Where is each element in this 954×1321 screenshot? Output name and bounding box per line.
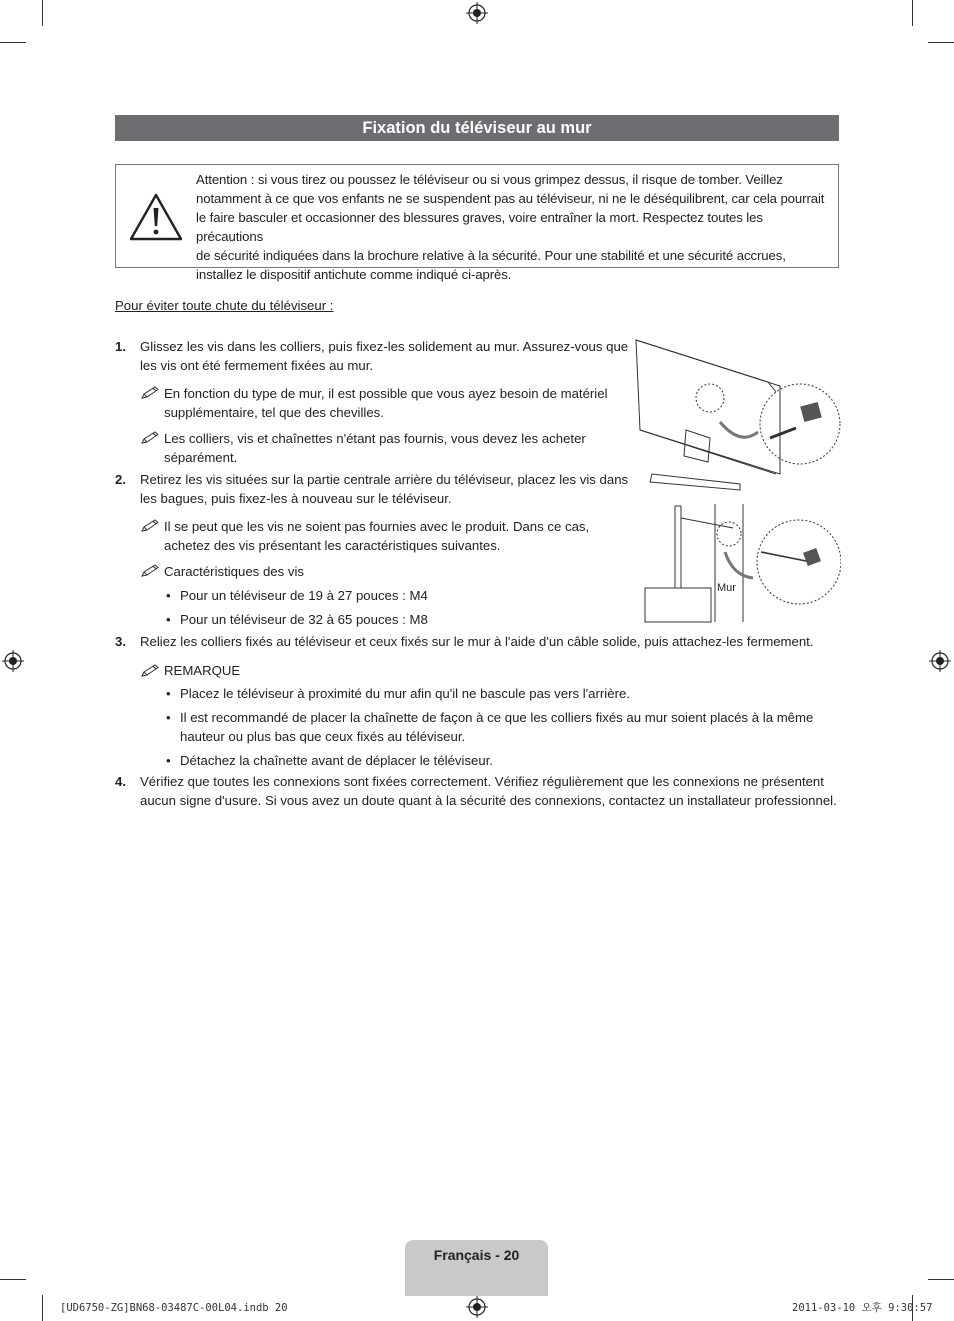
page-number: Français - 20 — [433, 1247, 520, 1263]
bullet: • — [166, 686, 171, 701]
crop-mark — [42, 1295, 43, 1321]
note-text: En fonction du type de mur, il est possible que vous ayez besoin de matériel — [164, 386, 608, 401]
print-date: 2011-03-10 오후 9:30:57 — [792, 1302, 933, 1314]
crop-mark — [0, 1279, 26, 1280]
note-text: supplémentaire, tel que des chevilles. — [164, 405, 384, 420]
list-item: Pour un téléviseur de 19 à 27 pouces : M4 — [180, 588, 428, 603]
note-text: achetez des vis présentant les caractéristiques suivantes. — [164, 538, 501, 553]
registration-mark-icon — [929, 650, 951, 672]
list-item: Placez le téléviseur à proximité du mur afin qu'il ne bascule pas vers l'arrière. — [180, 686, 630, 701]
step-number: 3. — [115, 634, 126, 649]
note-heading: REMARQUE — [164, 663, 241, 678]
crop-mark — [912, 0, 913, 26]
page-title: Fixation du téléviseur au mur — [115, 115, 839, 141]
step-text: les vis ont été fermement fixées au mur. — [140, 358, 374, 373]
page-number-tab — [405, 1240, 548, 1296]
bullet: • — [166, 588, 171, 603]
step-text: Vérifiez que toutes les connexions sont fixées correctement. Vérifiez régulièrement que les connexions ne présentent — [140, 774, 824, 789]
warning-text: Attention : si vous tirez ou poussez le téléviseur ou si vous grimpez dessus, il risque de tomber. Veillez notamment à ce que vos enfants ne se suspendent pas au téléviseur, ni ne le déséquilibrent, car cela pourrait le faire basculer et occasionner des blessures graves, voire entraîner la mort. Respectez toutes les précautions de sécurité indiquées dans la brochure relative à la sécurité. Pour une stabilité et une sécurité accrues, installez le dispositif antichute comme indiqué ci-après. — [196, 172, 825, 282]
list-item: Pour un téléviseur de 32 à 65 pouces : M8 — [180, 612, 428, 627]
registration-mark-icon — [2, 650, 24, 672]
bullet: • — [166, 710, 171, 725]
file-slug: [UD6750-ZG]BN68-03487C-00L04.indb 20 — [60, 1302, 288, 1314]
registration-mark-icon — [466, 1296, 488, 1318]
bullet: • — [166, 612, 171, 627]
list-item: Il est recommandé de placer la chaînette de façon à ce que les colliers fixés au mur soient placés à la même — [180, 710, 814, 725]
note-text: Il se peut que les vis ne soient pas fournies avec le produit. Dans ce cas, — [164, 519, 590, 534]
wall-label: Mur — [717, 582, 736, 594]
list-item: hauteur ou plus bas que ceux fixés au téléviseur. — [180, 729, 466, 744]
list-item: Détachez la chaînette avant de déplacer le téléviseur. — [180, 753, 494, 768]
crop-mark — [928, 1279, 954, 1280]
crop-mark — [0, 42, 26, 43]
step-text: Retirez les vis situées sur la partie centrale arrière du téléviseur, placez les vis dans — [140, 472, 629, 487]
crop-mark — [42, 0, 43, 26]
step-number: 4. — [115, 774, 126, 789]
warning-triangle-icon — [128, 192, 184, 242]
pencil-note-icon — [140, 564, 160, 578]
step-number: 1. — [115, 339, 126, 354]
note-text: Caractéristiques des vis — [164, 564, 304, 579]
section-subheading: Pour éviter toute chute du téléviseur : — [115, 298, 334, 313]
step-text: Reliez les colliers fixés au téléviseur et ceux fixés sur le mur à l'aide d'un câble solide, puis attachez-les fermement. — [140, 634, 814, 649]
tv-back-bracket-illustration — [630, 334, 842, 494]
step-text: Glissez les vis dans les colliers, puis fixez-les solidement au mur. Assurez-vous que — [140, 339, 629, 354]
pencil-note-icon — [140, 386, 160, 400]
bullet: • — [166, 753, 171, 768]
warning-box — [115, 164, 839, 282]
pencil-note-icon — [140, 519, 160, 533]
step-text: aucun signe d'usure. Si vous avez un doute quant à la sécurité des connexions, contactez un installateur professionnel. — [140, 793, 837, 808]
step-number: 2. — [115, 472, 126, 487]
step-text: les bagues, puis fixez-les à nouveau sur le téléviseur. — [140, 491, 452, 506]
crop-mark — [928, 42, 954, 43]
pencil-note-icon — [140, 664, 160, 678]
warning-lead: Attention — [196, 172, 248, 187]
pencil-note-icon — [140, 431, 160, 445]
note-text: Les colliers, vis et chaînettes n'étant pas fournis, vous devez les acheter — [164, 431, 586, 446]
tv-wall-side-illustration — [643, 504, 841, 624]
registration-mark-icon — [466, 2, 488, 24]
note-text: séparément. — [164, 450, 238, 465]
